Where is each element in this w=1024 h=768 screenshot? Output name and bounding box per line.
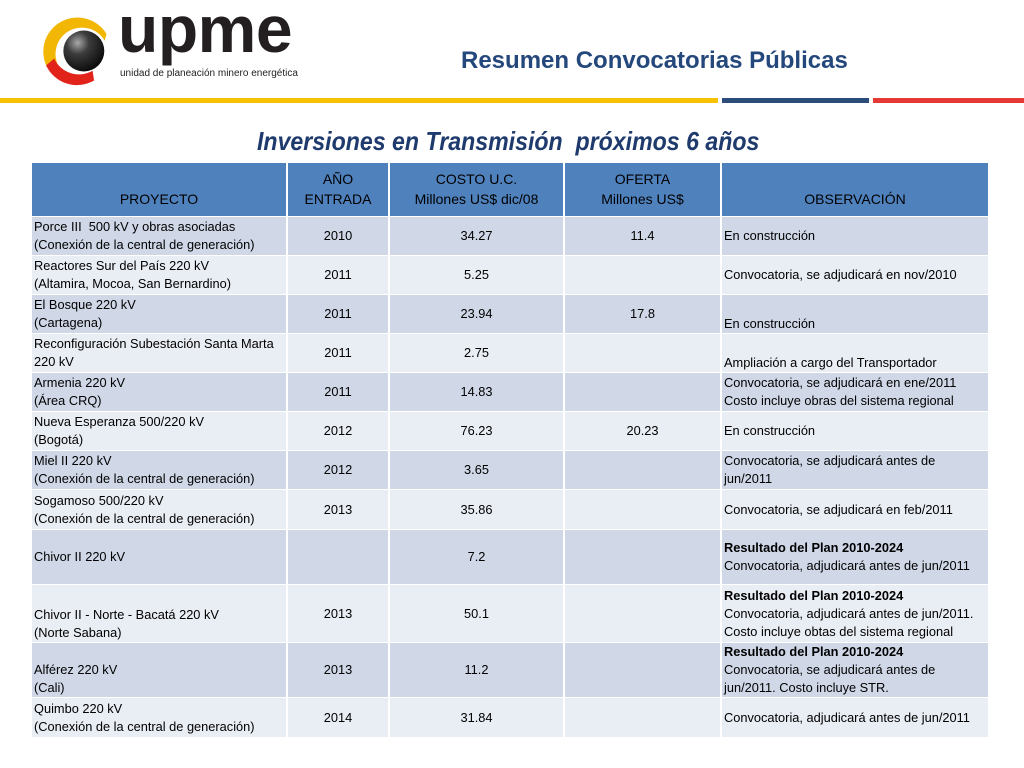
logo-sphere [63, 31, 104, 72]
year-cell: 2013 [288, 643, 388, 697]
offer-cell [565, 585, 720, 642]
observation-cell [722, 585, 988, 642]
upme-logo-icon [38, 12, 116, 90]
table-row [32, 530, 988, 584]
table-row [32, 334, 988, 372]
header-observation: OBSERVACIÓN [722, 163, 988, 216]
header-cost: COSTO U.C. Millones US$ dic/08 [390, 163, 563, 216]
observation-text: En construcción [724, 316, 816, 331]
project-cell: Chivor II 220 kV [32, 530, 286, 584]
cost-cell: 7.2 [390, 530, 563, 584]
year-cell: 2011 [288, 295, 388, 333]
cost-cell: 23.94 [390, 295, 563, 333]
table-row [32, 698, 988, 737]
observation-cell [722, 217, 988, 255]
year-cell: 2011 [288, 373, 388, 411]
observation-text: Convocatoria, se adjudicará en ene/2011 Costo incluye obras del sistema regional [724, 375, 957, 408]
table-row [32, 585, 988, 642]
observation-cell [722, 643, 988, 697]
offer-cell [565, 643, 720, 697]
observation-highlight: Resultado del Plan 2010-2024 [724, 587, 904, 603]
project-cell: Armenia 220 kV (Área CRQ) [32, 373, 286, 411]
year-cell [288, 530, 388, 584]
observation-highlight: Resultado del Plan 2010-2024 [724, 644, 904, 659]
slide-subtitle: Inversiones en Transmisión próximos 6 años [257, 126, 760, 156]
cost-cell: 14.83 [390, 373, 563, 411]
observation-text: Convocatoria, se adjudicará en nov/2010 [724, 267, 957, 282]
table-body [32, 217, 988, 737]
cost-cell: 3.65 [390, 451, 563, 489]
year-cell: 2012 [288, 451, 388, 489]
cost-cell: 2.75 [390, 334, 563, 372]
offer-cell [565, 490, 720, 529]
header-project: PROYECTO [32, 163, 286, 216]
project-cell: Alférez 220 kV (Cali) [32, 643, 286, 697]
offer-cell [565, 698, 720, 737]
observation-cell [722, 295, 988, 333]
project-cell: Porce III 500 kV y obras asociadas (Conexión de la central de generación) [32, 217, 286, 255]
table-row [32, 490, 988, 529]
offer-cell: 17.8 [565, 295, 720, 333]
cost-cell: 76.23 [390, 412, 563, 450]
year-cell: 2013 [288, 585, 388, 642]
table-row [32, 217, 988, 255]
header-offer: OFERTA Millones US$ [565, 163, 720, 216]
observation-text: En construcción [724, 228, 816, 243]
observation-highlight: Resultado del Plan 2010-2024 [724, 540, 904, 555]
brand-name: upme [118, 0, 293, 66]
year-cell: 2014 [288, 698, 388, 737]
year-cell: 2011 [288, 334, 388, 372]
cost-cell: 5.25 [390, 256, 563, 294]
table-row [32, 643, 988, 697]
observation-text: Ampliación a cargo del Transportador [724, 355, 937, 370]
cost-cell: 34.27 [390, 217, 563, 255]
observation-cell [722, 490, 988, 529]
offer-cell [565, 256, 720, 294]
project-cell: El Bosque 220 kV (Cartagena) [32, 295, 286, 333]
project-cell: Nueva Esperanza 500/220 kV (Bogotá) [32, 412, 286, 450]
observation-cell [722, 451, 988, 489]
observation-text: Convocatoria, se adjudicará en feb/2011 [724, 501, 953, 517]
offer-cell [565, 373, 720, 411]
offer-cell [565, 530, 720, 584]
observation-text: Convocatoria, se adjudicará antes de jun/2011. Costo incluye STR. [724, 662, 936, 695]
observation-cell [722, 412, 988, 450]
project-cell: Chivor II - Norte - Bacatá 220 kV (Norte Sabana) [32, 585, 286, 642]
observation-text: En construcción [724, 423, 816, 438]
band-blue [722, 98, 869, 103]
year-cell: 2010 [288, 217, 388, 255]
year-cell: 2012 [288, 412, 388, 450]
offer-cell: 11.4 [565, 217, 720, 255]
observation-cell [722, 256, 988, 294]
observation-cell [722, 373, 988, 411]
project-cell: Reconfiguración Subestación Santa Marta 220 kV [32, 334, 286, 372]
table-row [32, 295, 988, 333]
observation-cell [722, 698, 988, 737]
observation-text: Convocatoria, se adjudicará antes de jun/2011 [724, 453, 936, 486]
year-cell: 2013 [288, 490, 388, 529]
cost-cell: 35.86 [390, 490, 563, 529]
table-row [32, 412, 988, 450]
brand-tagline: unidad de planeación minero energética [120, 68, 298, 79]
cost-cell: 11.2 [390, 643, 563, 697]
observation-text: Convocatoria, adjudicará antes de jun/2011 [724, 558, 970, 573]
cost-cell: 50.1 [390, 585, 563, 642]
table-row [32, 373, 988, 411]
observation-text: Convocatoria, adjudicará antes de jun/2011 [724, 709, 970, 725]
table-row [32, 256, 988, 294]
slide-title: Resumen Convocatorias Públicas [461, 47, 848, 74]
offer-cell: 20.23 [565, 412, 720, 450]
band-red [873, 98, 1024, 103]
offer-cell [565, 451, 720, 489]
observation-cell [722, 334, 988, 372]
project-cell: Miel II 220 kV (Conexión de la central de generación) [32, 451, 286, 489]
project-cell: Quimbo 220 kV (Conexión de la central de generación) [32, 698, 286, 737]
year-cell: 2011 [288, 256, 388, 294]
project-cell: Sogamoso 500/220 kV (Conexión de la central de generación) [32, 490, 286, 529]
band-yellow [0, 98, 718, 103]
offer-cell [565, 334, 720, 372]
header-year: AÑO ENTRADA [288, 163, 388, 216]
observation-text: Convocatoria, adjudicará antes de jun/2011. Costo incluye obtas del sistema regional [724, 605, 974, 639]
table-header-row [32, 163, 988, 216]
table-row [32, 451, 988, 489]
observation-cell [722, 530, 988, 584]
investment-table [30, 162, 990, 738]
cost-cell: 31.84 [390, 698, 563, 737]
project-cell: Reactores Sur del País 220 kV (Altamira, Mocoa, San Bernardino) [32, 256, 286, 294]
